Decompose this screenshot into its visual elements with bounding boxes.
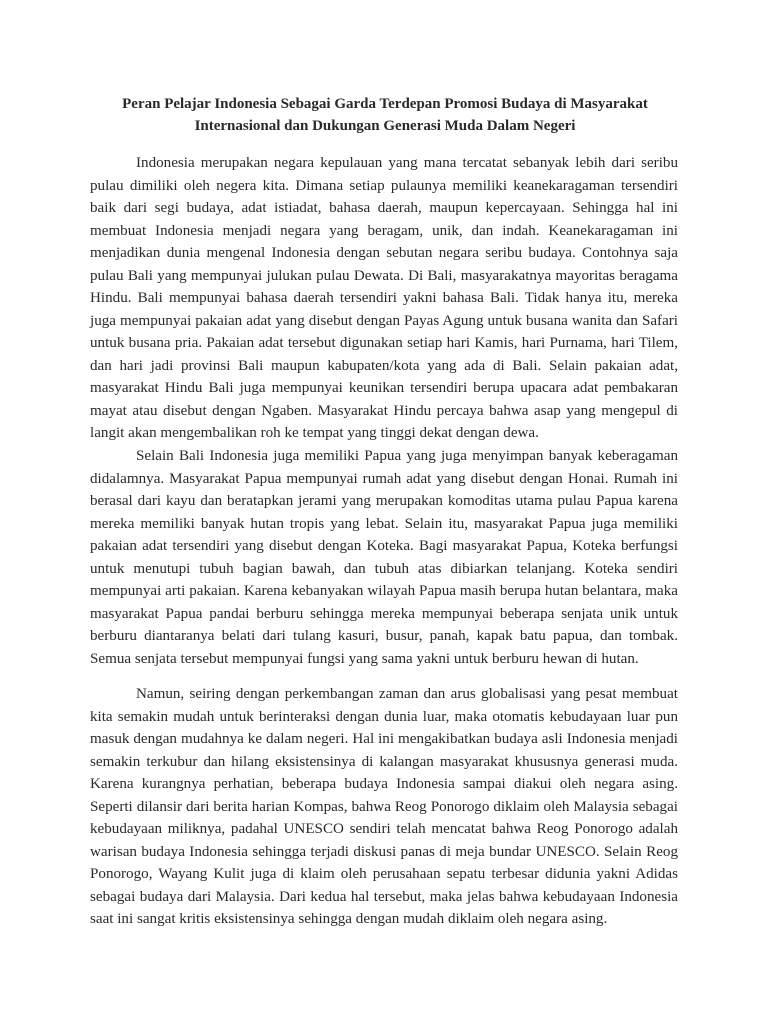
paragraph-globalisasi: Namun, seiring dengan perkembangan zaman dan arus globalisasi yang pesat membuat kita semakin mudah untuk berinteraksi dengan dunia luar, maka otomatis kebudayaan luar pun masuk dengan mudahnya ke dalam negeri. Hal ini mengakibatkan budaya asli Indonesia menjadi semakin terkubur dan hilang eksistensinya di kalangan masyarakat khususnya generasi muda. Karena kurangnya perhatian, beberapa budaya Indonesia sampai diakui oleh negara asing. Seperti dilansir dari berita harian Kompas, bahwa Reog Ponorogo diklaim oleh Malaysia sebagai kebudayaan miliknya, padahal UNESCO sendiri telah mencatat bahwa Reog Ponorogo adalah warisan budaya Indonesia sehingga terjadi diskusi panas di meja bundar UNESCO. Selain Reog Ponorogo, Wayang Kulit juga di klaim oleh perusahaan sepatu terbesar didunia yakni Adidas sebagai budaya dari Malaysia. Dari kedua hal tersebut, maka jelas bahwa kebudayaan Indonesia saat ini sangat kritis eksistensinya sehingga dengan mudah diklaim oleh negara asing. <box>90 686 678 927</box>
document-title-line-1: Peran Pelajar Indonesia Sebagai Garda Terdepan Promosi Budaya di Masyarakat <box>122 96 648 112</box>
paragraph-bali: Indonesia merupakan negara kepulauan yang mana tercatat sebanyak lebih dari seribu pulau dimiliki oleh negera kita. Dimana setiap pulaunya memiliki keanekaragaman tersendiri baik dari segi budaya, adat istiadat, bahasa daerah, maupun kepercayaan. Sehingga hal ini membuat Indonesia menjadi negara yang beragam, unik, dan indah. Keanekaragaman ini menjadikan dunia mengenal Indonesia dengan sebutan negara seribu budaya. Contohnya saja pulau Bali yang mempunyai julukan pulau Dewata. Di Bali, masyarakatnya mayoritas beragama Hindu. Bali mempunyai bahasa daerah tersendiri yakni bahasa Bali. Tidak hanya itu, mereka juga mempunyai pakaian adat yang disebut dengan Payas Agung untuk busana wanita dan Safari untuk busana pria. Pakaian adat tersebut digunakan setiap hari Kamis, hari Purnama, hari Tilem, dan hari jadi provinsi Bali maupun kabupaten/kota yang ada di Bali. Selain pakaian adat, masyarakat Hindu Bali juga mempunyai keunikan tersendiri berupa upacara adat pembakaran mayat atau disebut dengan Ngaben. Masyarakat Hindu percaya bahwa asap yang mengepul di langit akan mengembalikan roh ke tempat yang tinggi dekat dengan dewa. <box>90 155 678 441</box>
document-title-line-2: Internasional dan Dukungan Generasi Muda Dalam Negeri <box>194 118 576 134</box>
paragraph-papua: Selain Bali Indonesia juga memiliki Papua yang juga menyimpan banyak keberagaman didalamnya. Masyarakat Papua mempunyai rumah adat yang disebut dengan Honai. Rumah ini berasal dari kayu dan beratapkan jerami yang merupakan komoditas utama pulau Papua karena mereka memiliki banyak hutan tropis yang lebat. Selain itu, masyarakat Papua juga memiliki pakaian adat tersendiri yang disebut dengan Koteka. Bagi masyarakat Papua, Koteka berfungsi untuk menutupi tubuh bagian bawah, dan tubuh atas dibiarkan telanjang. Koteka sendiri mempunyai arti pakaian. Karena kebanyakan wilayah Papua masih berupa hutan belantara, maka masyarakat Papua pandai berburu sehingga mereka mempunyai beberapa senjata unik untuk berburu diantaranya belati dari tulang kasuri, busur, panah, kapak batu papua, dan tombak. Semua senjata tersebut mempunyai fungsi yang sama yakni untuk berburu hewan di hutan. <box>90 448 678 667</box>
